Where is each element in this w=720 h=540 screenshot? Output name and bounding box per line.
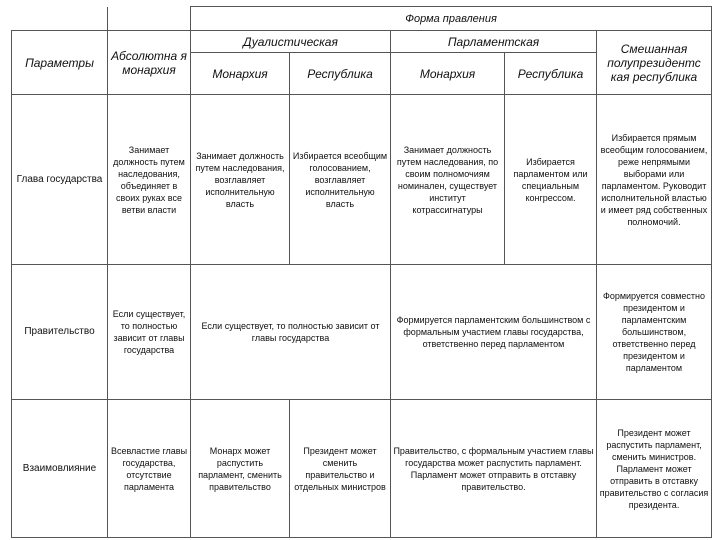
dual-republic-heading: Республика [290, 53, 391, 95]
form-of-government-heading: Форма правления [191, 7, 712, 31]
header-row-2 [12, 31, 712, 53]
cell-mixed-government: Формируется совместно президентом и парламентским большинством, ответственно перед президентом и парламентом [597, 265, 712, 400]
cell-parliamentary-interaction: Правительство, с формальным участием главы государства может распустить парламент. Парламент может отправить в отставку правительство. [391, 400, 597, 538]
cell-dualistic-government: Если существует, то полностью зависит от главы государства [191, 265, 391, 400]
comparison-table-wrapper [11, 6, 712, 538]
table-row-interaction [12, 400, 712, 538]
cell-parliamentary-government: Формируется парламентским большинством с формальным участием главы государства, ответственно перед парламентом [391, 265, 597, 400]
cell-absolute-interaction: Всевластие главы государства, отсутствие парламента [108, 400, 191, 538]
table-row-government [12, 265, 712, 400]
row-label-government: Правительство [12, 265, 108, 400]
mixed-republic-heading: Смешанная полупрезидентс кая республика [597, 31, 712, 95]
forms-of-government-table [11, 6, 712, 538]
table-row-head-of-state [12, 95, 712, 265]
cell-mixed-interaction: Президент может распустить парламент, сменить министров. Парламент может отправить в отставку правительство с согласия президента. [597, 400, 712, 538]
cell-absolute-government: Если существует, то полностью зависит от главы государства [108, 265, 191, 400]
parameters-heading: Параметры [12, 31, 108, 95]
cell-dual-monarchy-interaction: Монарх может распустить парламент, сменить правительство [191, 400, 290, 538]
cell-mixed-head-of-state: Избирается прямым всеобщим голосованием, реже непрямыми выборами или парламентом. Руководит исполнительной властью и имеет ряд собственных полномочий. [597, 95, 712, 265]
cell-dual-republic-interaction: Президент может сменить правительство и отдельных министров [290, 400, 391, 538]
row-label-interaction: Взаимовлияние [12, 400, 108, 538]
cell-parl-republic-head-of-state: Избирается парламентом или специальным конгрессом. [505, 95, 597, 265]
absolute-monarchy-heading: Абсолютна я монархия [108, 31, 191, 95]
cell-absolute-head-of-state: Занимает должность путем наследования, объединяет в своих руках все ветви власти [108, 95, 191, 265]
dual-monarchy-heading: Монархия [191, 53, 290, 95]
row-label-head-of-state: Глава государства [12, 95, 108, 265]
cell-dual-republic-head-of-state: Избирается всеобщим голосованием, возглавляет исполнительную власть [290, 95, 391, 265]
corner-blank-2 [108, 7, 191, 31]
cell-parl-monarchy-head-of-state: Занимает должность путем наследования, по своим полномочиям номинален, существует институт котрассигнатуры [391, 95, 505, 265]
cell-dual-monarchy-head-of-state: Занимает должность путем наследования, возглавляет исполнительную власть [191, 95, 290, 265]
parliamentary-heading: Парламентская [391, 31, 597, 53]
corner-blank [12, 7, 108, 31]
dualistic-heading: Дуалистическая [191, 31, 391, 53]
header-row-1 [12, 7, 712, 31]
parl-monarchy-heading: Монархия [391, 53, 505, 95]
parl-republic-heading: Республика [505, 53, 597, 95]
